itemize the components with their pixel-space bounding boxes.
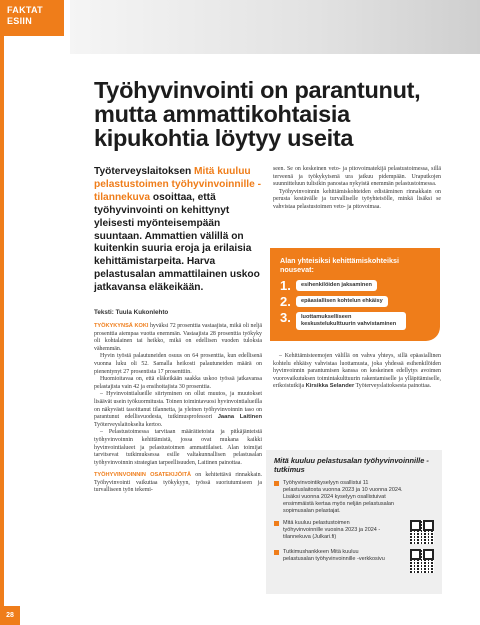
paragraph-text: – Hyvinvointialueille siirtyminen on ollut muutos, ja muutokset lisäävät usein työkuormitusta. Toinen toimintavuosi hyvinvointialueilla on näkyvästi tasoittanut tilannetta, ja yleinen työhyvinvoinnin taso on parantunut edellisvuodesta, tutkimusprofessori bbox=[94, 391, 262, 421]
lead-in-caps: TYÖKYKYNSÄ KOKI bbox=[94, 323, 149, 329]
orange-square-bullet-icon bbox=[274, 521, 279, 526]
qr-code-icon[interactable] bbox=[410, 549, 434, 573]
paragraph-text: hyväksi 72 prosenttia vastaajista, mikä oli neljä prosenttia aiempaa vuotta enemmän. Vastaajista 28 prosenttia työkyky oli kohtalainen tai heikko, mikä on edellisen vuoden tuloksia vähemmän. bbox=[94, 323, 262, 352]
item-label: epäasiallisen kohtelun ehkäisy bbox=[296, 296, 388, 307]
person-name: Jaana Laitinen bbox=[217, 414, 262, 421]
orange-square-bullet-icon bbox=[274, 550, 279, 555]
development-target-item bbox=[280, 295, 430, 308]
paragraph bbox=[94, 323, 262, 353]
body-column-2 bbox=[273, 166, 441, 212]
item-number: 1. bbox=[280, 278, 291, 293]
paragraph: seen. Se on keskeinen veto- ja pitovoimatekijä pelastustoimessa, sillä terveenä ja työkykyisenä ura jatkuu pidempään. Uraputkojen suunnitteluun tulisikin panostaa nykyistä enemmän pelastustoimessa. bbox=[273, 166, 441, 188]
byline: Teksti: Tuula Kukonlehto bbox=[94, 309, 169, 316]
item-label: esihenkilöiden jaksaminen bbox=[296, 280, 377, 291]
paragraph bbox=[94, 391, 262, 429]
section-tag-line-1: FAKTAT bbox=[7, 5, 43, 15]
section-tag-line-2: ESIIN bbox=[7, 16, 33, 26]
lead-highlight: Mitä kuuluu pelastustoimen työhyvinvoinnille -tilannekuva bbox=[94, 166, 261, 203]
paragraph: Hyvin työstä palautuneiden osuus on 64 prosenttia, kun edellisenä vuonna luku oli 52. Samalla heikosti palautuneiden määrä on pienentynyt 27 prosentista 17 prosenttiin. bbox=[94, 353, 262, 375]
page-number: 28 bbox=[0, 606, 20, 625]
lead-part-1: Työterveyslaitoksen bbox=[94, 166, 195, 177]
top-band bbox=[0, 0, 480, 54]
lead-in-caps: TYÖHYVINVOINNIN OSATEKIJÖITÄ bbox=[94, 472, 192, 479]
study-info-item[interactable] bbox=[274, 520, 434, 544]
study-info-item bbox=[274, 480, 434, 515]
body-column-1 bbox=[94, 323, 262, 495]
body-column-3 bbox=[273, 353, 441, 391]
paragraph: Työhyvinvoinnin kehittämiskohteiden edistäminen rinnakkain on perusta kestävälle ja turvalliselle työyhteisölle, minkä lisäksi se vahvistaa pelastustoimen veto- ja pitovoimaa. bbox=[273, 188, 441, 210]
study-info-title: Mitä kuuluu pelastusalan työhyvinvoinnille -tutkimus bbox=[274, 456, 429, 474]
study-info-box bbox=[266, 450, 442, 594]
study-info-link-text[interactable]: Mitä kuuluu pelastustoimen työhyvinvoinnille vuosina 2023 ja 2024 -tilannekuva (Julkari.fi) bbox=[283, 519, 381, 540]
top-band-gradient bbox=[70, 0, 480, 54]
development-targets-box bbox=[270, 248, 440, 341]
paragraph-text: on kehitettävä rinnakkain. Työhyvinvointi vaikuttaa työkykyyn, työssä suoriutumiseen ja turvalliseen työn tekemi- bbox=[94, 472, 262, 494]
paragraph: Huomioitavaa on, että eläkeikään saakka uskoo työssä jatkavansa pelastajista vain 42 ja ensihoitajista 30 prosenttia. bbox=[94, 376, 262, 390]
section-tag bbox=[0, 0, 64, 36]
paragraph-text: Työterveyslaitoksesta painottaa. bbox=[354, 383, 432, 390]
item-number: 2. bbox=[280, 294, 291, 309]
left-accent-edge bbox=[0, 36, 4, 625]
person-name: Kirsikka Selander bbox=[305, 383, 355, 390]
study-info-link-text[interactable]: Tutkimushankkeen Mitä kuuluu pelastusalan työhyvinvoinnille -verkkosivu bbox=[283, 548, 385, 562]
article-lead bbox=[94, 166, 262, 295]
paragraph-text: Työterveyslaitokselta kertoo. bbox=[94, 421, 163, 428]
orange-square-bullet-icon bbox=[274, 481, 279, 486]
development-targets-title: Alan yhteisiksi kehittämiskohteiksi nousevat: bbox=[280, 256, 400, 274]
study-info-item[interactable] bbox=[274, 549, 434, 573]
paragraph: – Pelastustoimessa tarvitaan määrätietoista ja pitkäjänteistä työhyvinvoinnin kehittämistä, jossa ovat mukana kaikki hyvinvointialueet ja pelastustoimen ammattilaiset. Alan toimijat tarvitsevat tutkimuksessa esille valtakunnallisen pelastusalan työhyvinvoinnin strategian tarpeellisuuden, Laitinen painottaa. bbox=[94, 429, 262, 466]
development-target-item bbox=[280, 311, 430, 330]
qr-code-icon[interactable] bbox=[410, 520, 434, 544]
development-target-item bbox=[280, 279, 430, 292]
paragraph bbox=[94, 472, 262, 495]
paragraph-text: – Kehittämisteemojen välillä on vahva yhteys, sillä epäasiallinen kohtelu ehkäisy vahvistaa luottamusta, joka yhdessä esihenkilöiden hyvinvoinnin parantumisen kanssa on keskeinen edellytys avoimen vuorovaikutuksen toimintakulttuurin rakentamiselle ja ylläpitämiselle, erikoistutkija bbox=[273, 353, 441, 390]
item-number: 3. bbox=[280, 310, 291, 325]
study-info-text: Työhyvinvointikyselyyn osallistui 11 pelastuslaitosta vuonna 2023 ja 10 vuonna 2024. Lisäksi vuonna 2024 kyselyyn osallistuivat ensimmäistä kertaa myös neljän pelastusalan sopimusalan pelastajat. bbox=[283, 480, 403, 514]
paragraph bbox=[273, 353, 441, 391]
lead-part-2: osoittaa, että työhyvinvointi on kehittynyt yleisesti myönteisempään suuntaan. Ammattien välillä on kuitenkin suuria eroja ja erilaisia kehittämistarpeita. Harva pelastusalan ammattilainen uskoo jatkavansa eläkeikään. bbox=[94, 191, 260, 294]
item-label: luottamukselliseen keskustelukulttuurin vahvistaminen bbox=[296, 312, 406, 330]
article-title: Työhyvinvointi on parantunut, mutta ammattikohtaisia kipukohtia löytyy useita bbox=[94, 77, 421, 151]
